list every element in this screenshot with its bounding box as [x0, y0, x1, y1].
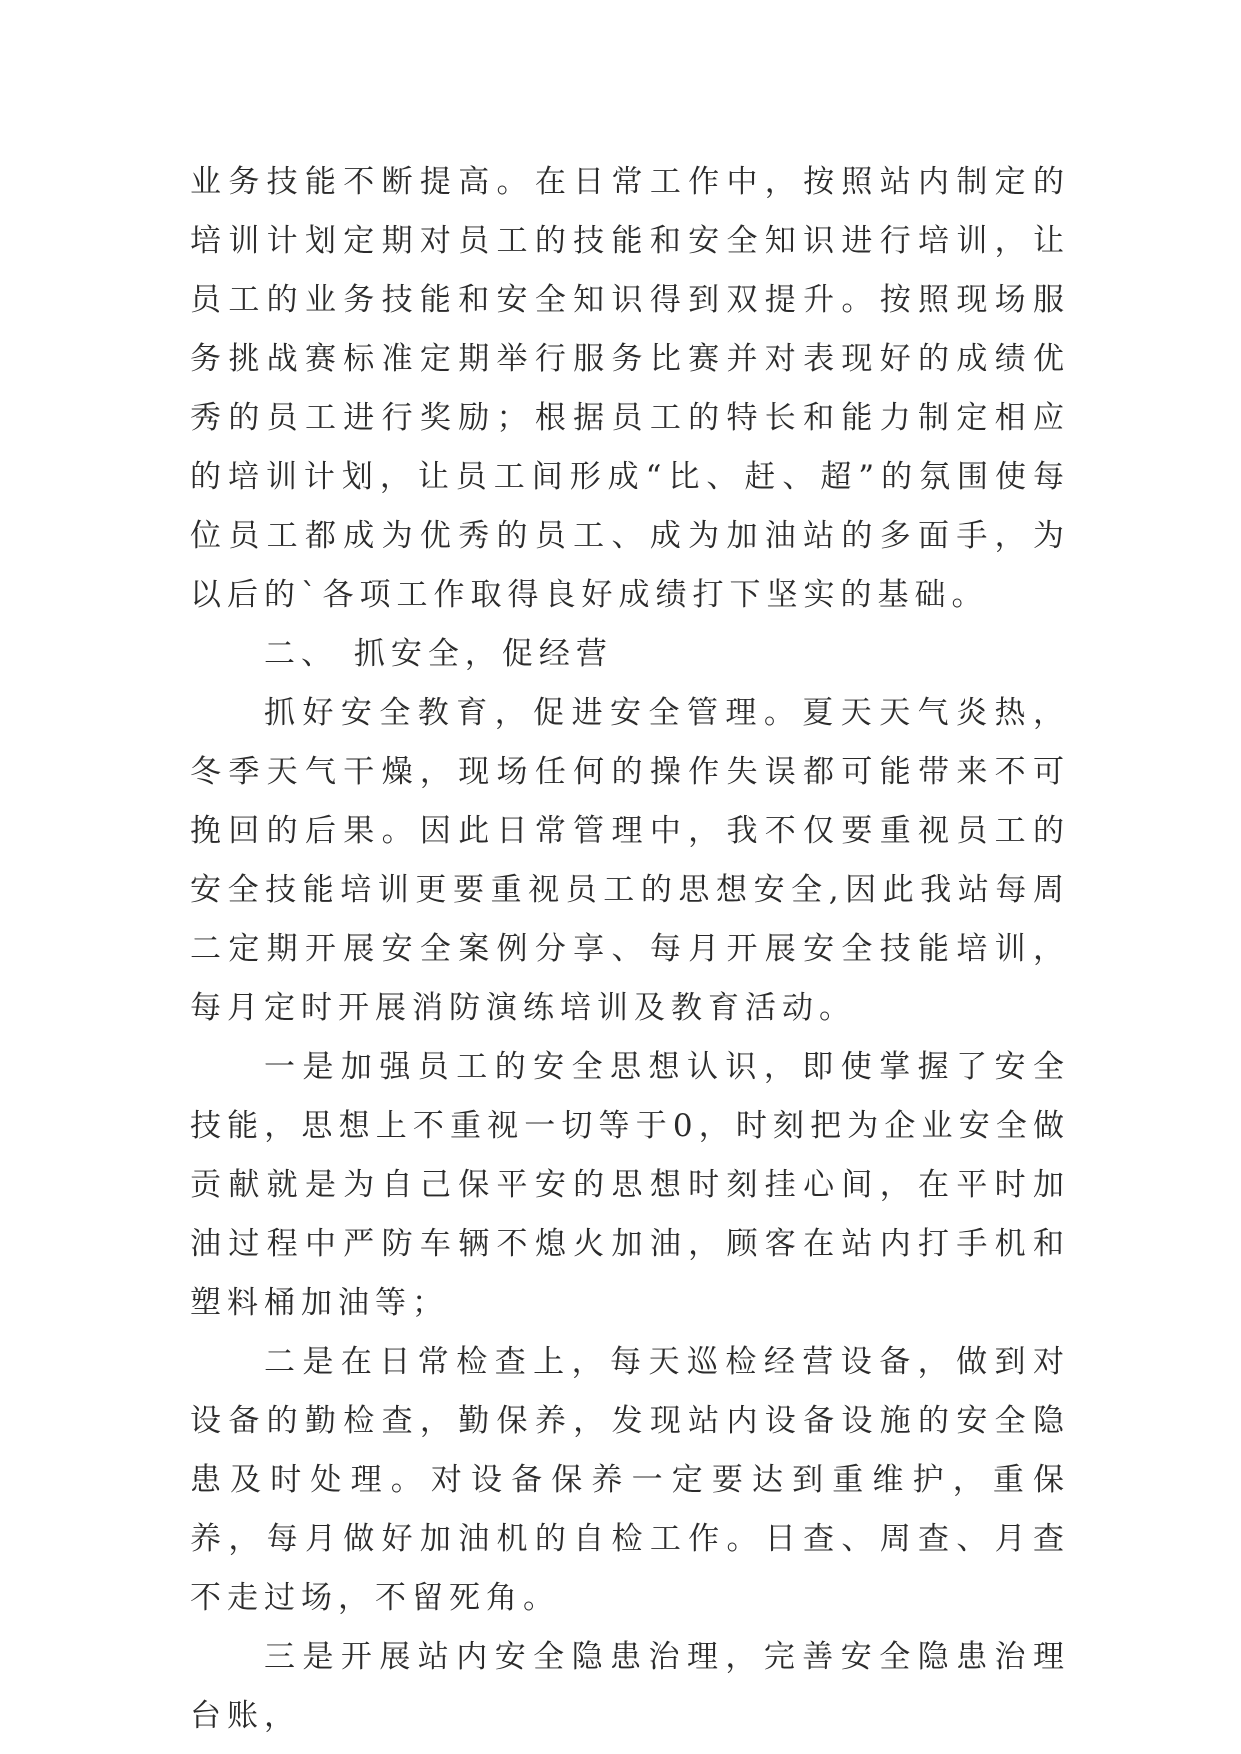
paragraph-training: 业务技能不断提高。在日常工作中，按照站内制定的培训计划定期对员工的技能和安全知识进行培训，让员工的业务技能和安全知识得到双提升。按照现场服务挑战赛标准定期举行服务比赛并对表现好的成绩优秀的员工进行奖励；根据员工的特长和能力制定相应的培训计划，让员工间形成“比、赶、超”的氛围使每位员工都成为优秀的员工、成为加油站的多面手，为以后的`各项工作取得良好成绩打下坚实的基础。: [190, 164, 1070, 613]
section-heading-safety: 二、 抓安全，促经营: [264, 636, 613, 672]
paragraph-point-two: 二是在日常检查上，每天巡检经营设备，做到对设备的勤检查，勤保养，发现站内设备设施的安全隐患及时处理。对设备保养一定要达到重维护，重保养，每月做好加油机的自检工作。日查、周查、月查不走过场，不留死角。: [190, 1344, 1070, 1616]
paragraph-point-one: 一是加强员工的安全思想认识，即使掌握了安全技能，思想上不重视一切等于0，时刻把为企业安全做贡献就是为自己保平安的思想时刻挂心间，在平时加油过程中严防车辆不熄火加油，顾客在站内打手机和塑料桶加油等；: [190, 1049, 1070, 1321]
document-body: [190, 153, 1070, 1746]
paragraph-point-three: 三是开展站内安全隐患治理，完善安全隐患治理台账，: [190, 1639, 1070, 1734]
paragraph-safety-education: 抓好安全教育，促进安全管理。夏天天气炎热，冬季天气干燥，现场任何的操作失误都可能带来不可挽回的后果。因此日常管理中，我不仅要重视员工的安全技能培训更要重视员工的思想安全,因此我站每周二定期开展安全案例分享、每月开展安全技能培训，每月定时开展消防演练培训及教育活动。: [190, 695, 1070, 1026]
